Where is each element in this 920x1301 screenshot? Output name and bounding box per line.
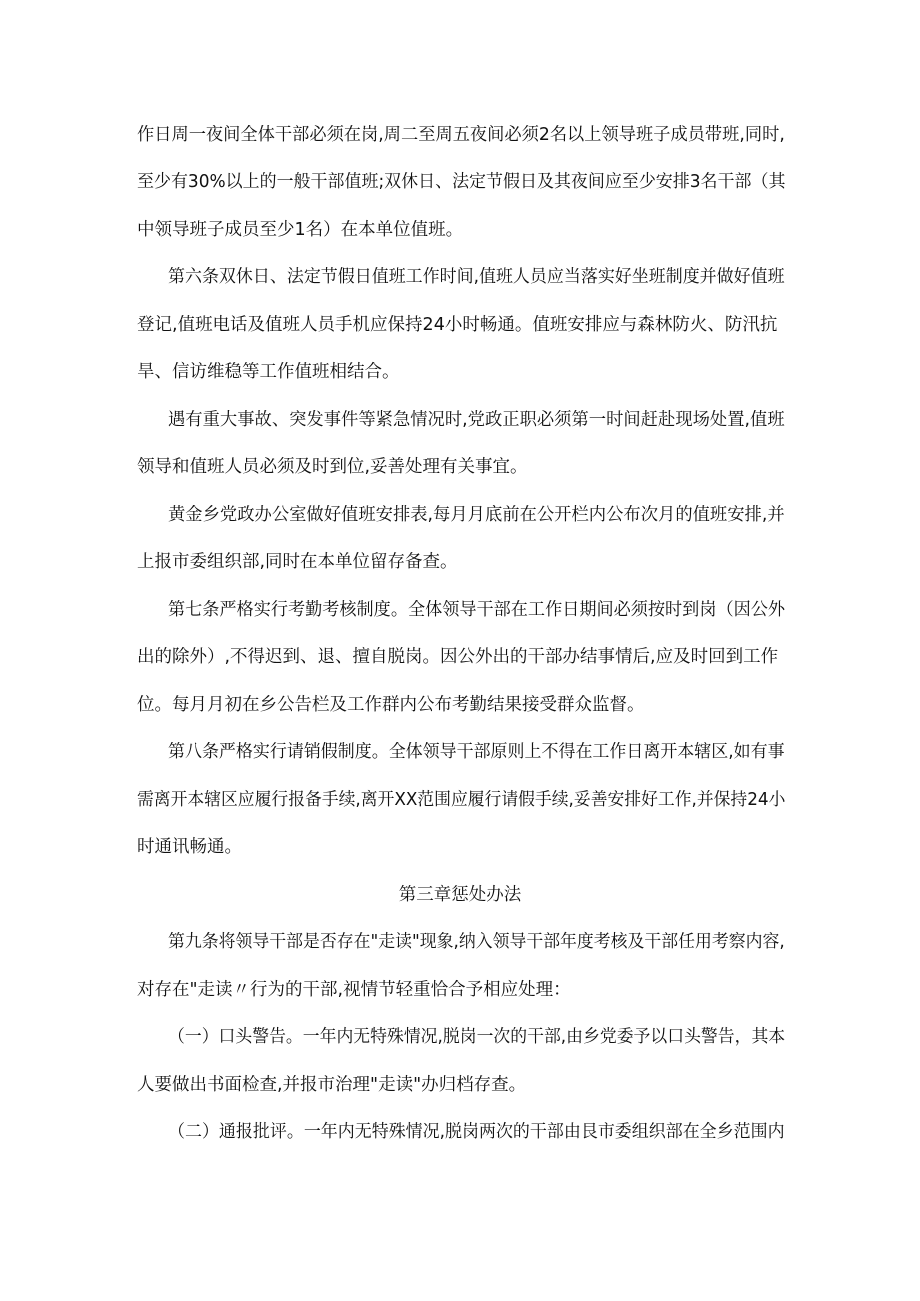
text-line: 人要做出书面检查,并报市治理"走读"办归档存查。 bbox=[137, 1075, 527, 1095]
text-line: 上报市委组织部,同时在本单位留存备查。 bbox=[137, 552, 458, 572]
text-line: 第八条严格实行请销假制度。全体领导干部原则上不得在工作日离开本辖区,如有事 bbox=[168, 742, 785, 762]
text-line: 黄金乡党政办公室做好值班安排表,每月月底前在公开栏内公布次月的值班安排,并 bbox=[168, 505, 785, 525]
chapter-heading: 第三章惩处办法 bbox=[398, 885, 522, 905]
text-line: 时通讯畅通。 bbox=[137, 837, 242, 857]
text-line: 出的除外）,不得迟到、退、擅自脱岗。因公外出的干部办结事情后,应及时回到工作 bbox=[137, 647, 779, 667]
text-line: 第九条将领导干部是否存在"走读"现象,纳入领导干部年度考核及干部任用考察内容, bbox=[168, 932, 785, 952]
text-line: （一）口头警告。一年内无特殊情况,脱岗一次的干部,由乡党委予以口头警告，其本 bbox=[168, 1027, 786, 1047]
text-line: 至少有30%以上的一般干部值班;双休日、法定节假日及其夜间应至少安排3名干部（其 bbox=[137, 172, 786, 192]
text-line: 第六条双休日、法定节假日值班工作时间,值班人员应当落实好坐班制度并做好值班 bbox=[168, 267, 785, 287]
text-line: （二）通报批评。一年内无特殊情况,脱岗两次的干部由艮市委组织部在全乡范围内 bbox=[168, 1122, 785, 1142]
text-line: 遇有重大事故、突发事件等紧急情况时,党政正职必须第一时间赶赴现场处置,值班 bbox=[168, 410, 785, 430]
text-line: 需离开本辖区应履行报备手续,离开XX范围应履行请假手续,妥善安排好工作,并保持24小 bbox=[137, 790, 786, 810]
text-line: 对存在"走读〃行为的干部,视情节轻重恰合予相应处理： bbox=[137, 980, 571, 1000]
text-line: 第七条严格实行考勤考核制度。全体领导干部在工作日期间必须按时到岗（因公外 bbox=[168, 600, 786, 620]
text-line: 中领导班子成员至少1名）在本单位值班。 bbox=[137, 220, 464, 240]
text-line: 作日周一夜间全体干部必须在岗,周二至周五夜间必须2名以上领导班子成员带班,同时, bbox=[137, 125, 785, 145]
text-line: 领导和值班人员必须及时到位,妥善处理有关事宜。 bbox=[137, 457, 528, 477]
text-line: 旱、信访维稳等工作值班相结合。 bbox=[137, 362, 400, 382]
text-line: 位。每月月初在乡公告栏及工作群内公布考勤结果接受群众监督。 bbox=[137, 695, 645, 715]
text-line: 登记,值班电话及值班人员手机应保持24小时畅通。值班安排应与森林防火、防汛抗 bbox=[137, 315, 778, 335]
